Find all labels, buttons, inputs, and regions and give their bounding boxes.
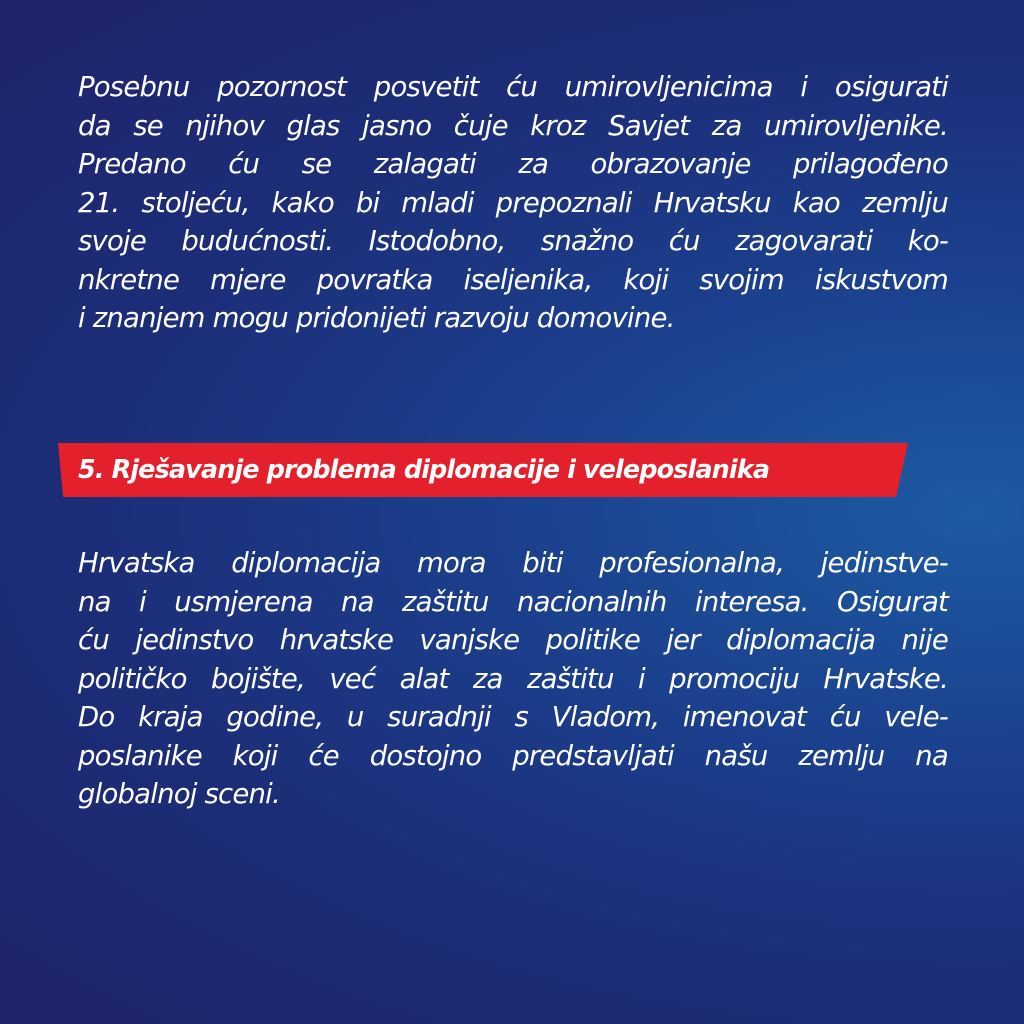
paragraph-line: ću jedinstvo hrvatske vanjske politike jer diplomacija nije — [78, 624, 948, 656]
paragraph-line: poslanike koji će dostojno predstavljati našu zemlju na — [78, 739, 948, 772]
paragraph-line: Do kraja godine, u suradnji s Vladom, imenovat ću vele- — [78, 701, 948, 733]
paragraph-line: 21. stoljeću, kako bi mladi prepoznali Hrvatsku kao zemlju — [78, 186, 948, 219]
paragraph-line: Posebnu pozornost posvetit ću umirovljenicima i osigurati — [78, 71, 948, 103]
paragraph-line: Hrvatska diplomacija mora biti profesionalna, jedinstve- — [78, 547, 948, 579]
paragraph-line: svoje budućnosti. Istodobno, snažno ću zagovarati ko- — [78, 225, 948, 257]
paragraph-line: globalnoj sceni. — [78, 778, 280, 810]
paragraph-diplomacy — [78, 544, 948, 814]
section-heading: 5. Rješavanje problema diplomacije i veleposlanika — [78, 455, 770, 485]
paragraph-line: političko bojište, već alat za zaštitu i promociju Hrvatske. — [78, 662, 948, 695]
paragraph-line: na i usmjerena na zaštitu nacionalnih interesa. Osigurat — [78, 585, 948, 618]
paragraph-line: da se njihov glas jasno čuje kroz Savjet za umirovljenike. — [78, 109, 948, 142]
paragraph-retirees-education — [78, 68, 948, 338]
paragraph-line: i znanjem mogu pridonijeti razvoju domovine. — [78, 302, 675, 334]
paragraph-line: nkretne mjere povratka iseljenika, koji svojim iskustvom — [78, 263, 948, 296]
paragraph-line: Predano ću se zalagati za obrazovanje prilagođeno — [78, 148, 948, 180]
